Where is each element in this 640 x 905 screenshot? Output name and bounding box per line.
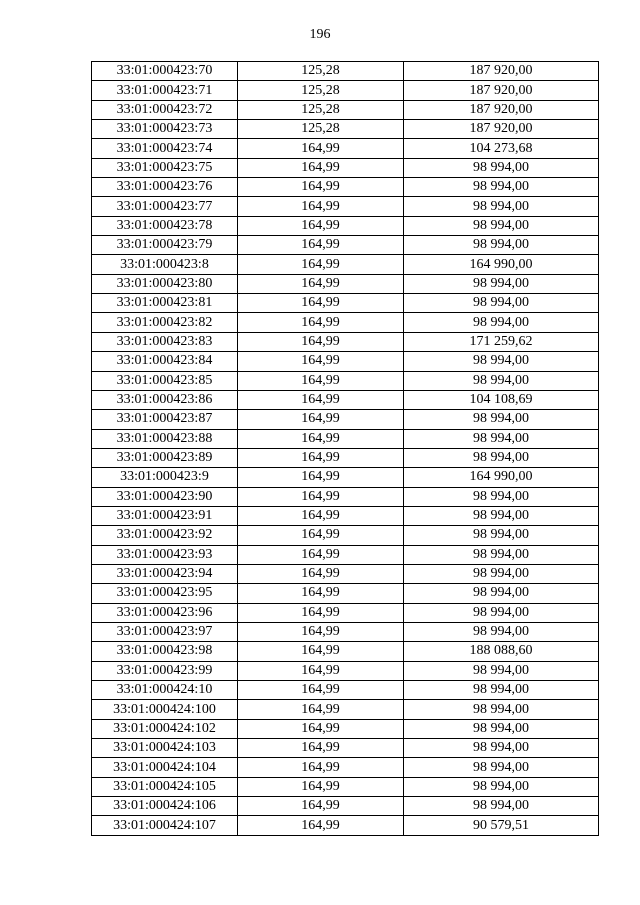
cadastral-number-cell: 33:01:000424:102 [92,719,238,738]
table-row [92,255,599,274]
table-row [92,661,599,680]
cadastral-number-cell: 33:01:000423:72 [92,100,238,119]
area-cell: 164,99 [238,816,404,835]
page-number: 196 [309,27,331,42]
area-cell: 125,28 [238,62,404,81]
area-cell: 164,99 [238,487,404,506]
cadastral-value-cell: 164 990,00 [404,255,599,274]
cadastral-value-cell: 98 994,00 [404,236,599,255]
cadastral-number-cell: 33:01:000423:81 [92,294,238,313]
table-row [92,352,599,371]
cadastral-value-cell: 104 273,68 [404,139,599,158]
area-cell: 164,99 [238,178,404,197]
cadastral-number-cell: 33:01:000423:90 [92,487,238,506]
table-row [92,448,599,467]
cadastral-number-cell: 33:01:000423:95 [92,584,238,603]
area-cell: 164,99 [238,506,404,525]
cadastral-value-cell: 187 920,00 [404,100,599,119]
table-row [92,700,599,719]
cadastral-number-cell: 33:01:000423:84 [92,352,238,371]
cadastral-value-cell: 188 088,60 [404,642,599,661]
cadastral-value-table [91,61,599,836]
area-cell: 164,99 [238,719,404,738]
table-row [92,81,599,100]
cadastral-number-cell: 33:01:000424:104 [92,758,238,777]
cadastral-value-cell: 98 994,00 [404,681,599,700]
table-row [92,410,599,429]
area-cell: 164,99 [238,681,404,700]
table-row [92,371,599,390]
table-row [92,294,599,313]
cadastral-value-cell: 98 994,00 [404,313,599,332]
cadastral-value-cell: 98 994,00 [404,622,599,641]
cadastral-value-cell: 171 259,62 [404,332,599,351]
cadastral-number-cell: 33:01:000424:100 [92,700,238,719]
cadastral-value-cell: 98 994,00 [404,719,599,738]
area-cell: 164,99 [238,197,404,216]
cadastral-number-cell: 33:01:000423:8 [92,255,238,274]
table-row [92,526,599,545]
area-cell: 164,99 [238,332,404,351]
cadastral-number-cell: 33:01:000423:89 [92,448,238,467]
area-cell: 164,99 [238,758,404,777]
area-cell: 164,99 [238,564,404,583]
cadastral-value-cell: 104 108,69 [404,390,599,409]
area-cell: 164,99 [238,294,404,313]
area-cell: 164,99 [238,158,404,177]
cadastral-number-cell: 33:01:000423:76 [92,178,238,197]
area-cell: 164,99 [238,255,404,274]
table-row [92,758,599,777]
cadastral-value-cell: 98 994,00 [404,797,599,816]
area-cell: 164,99 [238,410,404,429]
table-row [92,622,599,641]
cadastral-number-cell: 33:01:000424:103 [92,739,238,758]
area-cell: 164,99 [238,448,404,467]
cadastral-number-cell: 33:01:000423:92 [92,526,238,545]
cadastral-value-cell: 98 994,00 [404,410,599,429]
area-cell: 164,99 [238,274,404,293]
area-cell: 164,99 [238,797,404,816]
table-row [92,332,599,351]
table-row [92,429,599,448]
cadastral-value-cell: 98 994,00 [404,216,599,235]
cadastral-number-cell: 33:01:000423:96 [92,603,238,622]
area-cell: 164,99 [238,390,404,409]
table-row [92,100,599,119]
table-row [92,139,599,158]
area-cell: 164,99 [238,622,404,641]
cadastral-value-cell: 98 994,00 [404,487,599,506]
table-row [92,564,599,583]
area-cell: 164,99 [238,603,404,622]
cadastral-number-cell: 33:01:000423:73 [92,120,238,139]
area-cell: 164,99 [238,371,404,390]
area-cell: 164,99 [238,584,404,603]
cadastral-value-cell: 98 994,00 [404,700,599,719]
cadastral-number-cell: 33:01:000423:80 [92,274,238,293]
table-row [92,719,599,738]
table-row [92,584,599,603]
table-row [92,158,599,177]
cadastral-number-cell: 33:01:000423:82 [92,313,238,332]
table-row [92,390,599,409]
area-cell: 164,99 [238,429,404,448]
cadastral-value-cell: 187 920,00 [404,62,599,81]
cadastral-number-cell: 33:01:000424:10 [92,681,238,700]
table-row [92,178,599,197]
cadastral-value-cell: 98 994,00 [404,506,599,525]
cadastral-number-cell: 33:01:000423:71 [92,81,238,100]
cadastral-number-cell: 33:01:000423:83 [92,332,238,351]
area-cell: 164,99 [238,352,404,371]
cadastral-number-cell: 33:01:000423:74 [92,139,238,158]
table-row [92,313,599,332]
cadastral-number-cell: 33:01:000423:98 [92,642,238,661]
cadastral-value-cell: 98 994,00 [404,197,599,216]
table-row [92,777,599,796]
cadastral-value-cell: 98 994,00 [404,526,599,545]
cadastral-value-cell: 98 994,00 [404,661,599,680]
cadastral-value-cell: 98 994,00 [404,429,599,448]
area-cell: 125,28 [238,120,404,139]
table-row [92,468,599,487]
table-row [92,487,599,506]
cadastral-number-cell: 33:01:000423:77 [92,197,238,216]
cadastral-value-cell: 98 994,00 [404,739,599,758]
cadastral-value-cell: 98 994,00 [404,274,599,293]
table-row [92,197,599,216]
cadastral-value-cell: 98 994,00 [404,294,599,313]
cadastral-value-cell: 98 994,00 [404,564,599,583]
cadastral-number-cell: 33:01:000423:91 [92,506,238,525]
cadastral-value-cell: 90 579,51 [404,816,599,835]
cadastral-number-cell: 33:01:000423:88 [92,429,238,448]
area-cell: 164,99 [238,700,404,719]
cadastral-value-cell: 98 994,00 [404,603,599,622]
table-row [92,545,599,564]
cadastral-number-cell: 33:01:000423:86 [92,390,238,409]
cadastral-number-cell: 33:01:000423:97 [92,622,238,641]
table-row [92,274,599,293]
area-cell: 164,99 [238,313,404,332]
area-cell: 164,99 [238,545,404,564]
cadastral-number-cell: 33:01:000423:99 [92,661,238,680]
table-row [92,120,599,139]
cadastral-number-cell: 33:01:000423:78 [92,216,238,235]
cadastral-value-cell: 98 994,00 [404,448,599,467]
table-row [92,603,599,622]
cadastral-value-cell: 164 990,00 [404,468,599,487]
table-row [92,739,599,758]
cadastral-value-cell: 98 994,00 [404,545,599,564]
area-cell: 125,28 [238,81,404,100]
cadastral-value-cell: 98 994,00 [404,777,599,796]
table-row [92,506,599,525]
area-cell: 164,99 [238,468,404,487]
table-row [92,62,599,81]
table-body [92,62,599,836]
area-cell: 164,99 [238,642,404,661]
cadastral-value-cell: 187 920,00 [404,120,599,139]
cadastral-value-cell: 98 994,00 [404,352,599,371]
area-cell: 125,28 [238,100,404,119]
cadastral-number-cell: 33:01:000423:70 [92,62,238,81]
area-cell: 164,99 [238,739,404,758]
cadastral-number-cell: 33:01:000424:105 [92,777,238,796]
cadastral-number-cell: 33:01:000424:107 [92,816,238,835]
table-row [92,642,599,661]
cadastral-number-cell: 33:01:000424:106 [92,797,238,816]
cadastral-number-cell: 33:01:000423:9 [92,468,238,487]
cadastral-value-cell: 98 994,00 [404,371,599,390]
cadastral-number-cell: 33:01:000423:94 [92,564,238,583]
area-cell: 164,99 [238,661,404,680]
cadastral-number-cell: 33:01:000423:87 [92,410,238,429]
cadastral-value-cell: 98 994,00 [404,158,599,177]
cadastral-value-cell: 187 920,00 [404,81,599,100]
cadastral-number-cell: 33:01:000423:79 [92,236,238,255]
cadastral-number-cell: 33:01:000423:85 [92,371,238,390]
area-cell: 164,99 [238,526,404,545]
table-row [92,816,599,835]
area-cell: 164,99 [238,216,404,235]
table-row [92,216,599,235]
cadastral-number-cell: 33:01:000423:93 [92,545,238,564]
cadastral-number-cell: 33:01:000423:75 [92,158,238,177]
cadastral-value-cell: 98 994,00 [404,178,599,197]
table-row [92,236,599,255]
cadastral-value-cell: 98 994,00 [404,584,599,603]
cadastral-value-cell: 98 994,00 [404,758,599,777]
area-cell: 164,99 [238,777,404,796]
area-cell: 164,99 [238,139,404,158]
table-row [92,797,599,816]
area-cell: 164,99 [238,236,404,255]
table-row [92,681,599,700]
